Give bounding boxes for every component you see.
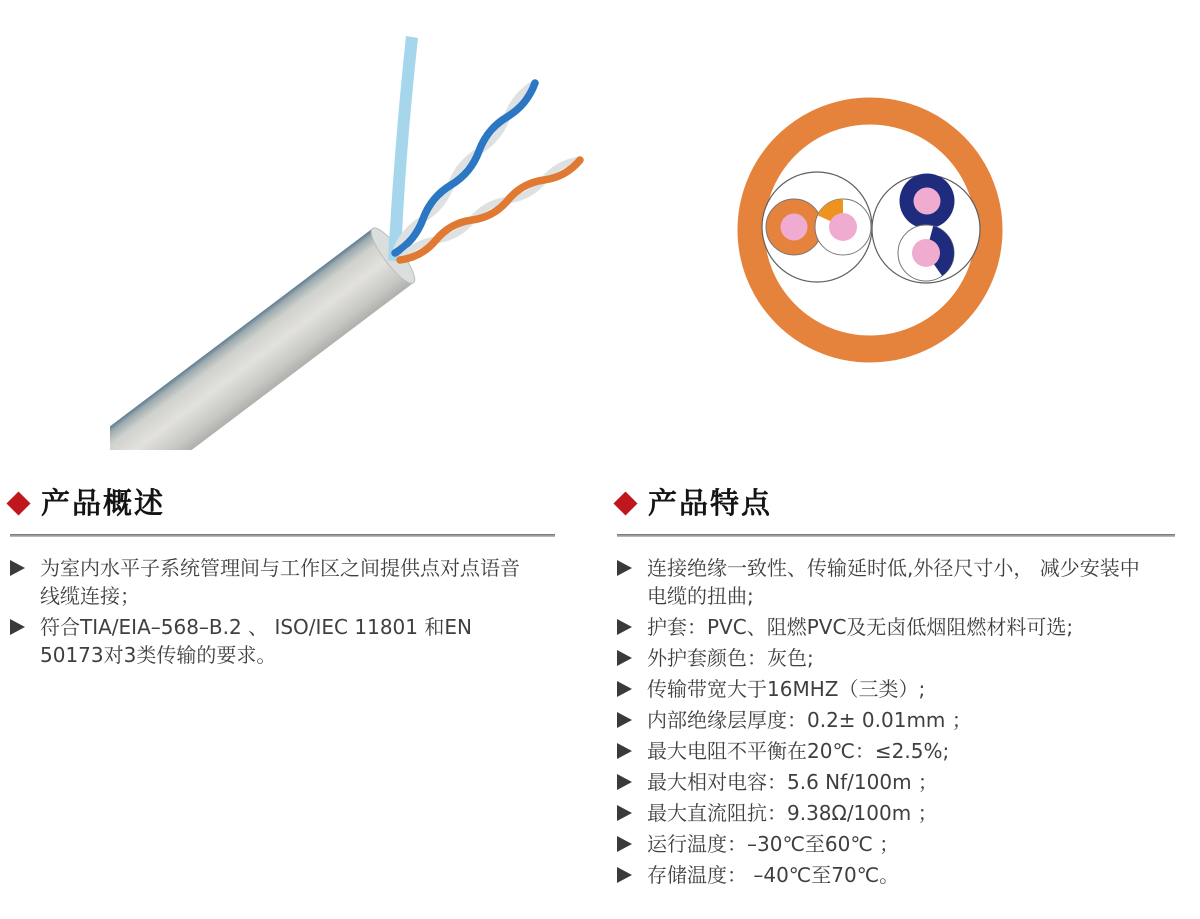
bullet-text: 最大直流阻抗：9.38Ω/100m ；	[647, 801, 938, 825]
triangle-bullet-icon	[617, 619, 632, 635]
bullet-text: 存储温度： –40℃至70℃。	[647, 863, 900, 887]
bullet-item	[617, 768, 1175, 796]
product-features-section	[617, 486, 1175, 892]
triangle-bullet-icon	[617, 560, 632, 576]
bullet-text: 符合TIA/EIA–568–B.2 、 ISO/IEC 11801 和EN 50173对3类传输的要求。	[40, 615, 472, 667]
cable-cross-section-diagram	[720, 80, 1020, 380]
bullet-text: 最大电阻不平衡在20℃：≤2.5%;	[647, 739, 950, 763]
bullet-item	[617, 706, 1175, 734]
overview-bullet-list	[10, 554, 555, 669]
features-bullet-list	[617, 554, 1175, 889]
white-conductor-right-core	[912, 239, 940, 267]
diamond-icon	[613, 491, 637, 515]
cable-cross-section-figure	[720, 80, 1020, 380]
twisted-pair-cable-illustration	[110, 10, 630, 450]
triangle-bullet-icon	[617, 681, 632, 697]
product-overview-section	[10, 486, 555, 672]
section-divider	[10, 534, 555, 537]
triangle-bullet-icon	[617, 805, 632, 821]
bullet-text: 护套：PVC、阻燃PVC及无卤低烟阻燃材料可选;	[647, 615, 1074, 639]
bullet-item	[617, 675, 1175, 703]
bullet-text: 最大相对电容：5.6 Nf/100m ；	[647, 770, 938, 794]
diamond-icon	[6, 491, 30, 515]
section-header	[10, 486, 555, 520]
triangle-bullet-icon	[617, 712, 632, 728]
orange-conductor-core	[781, 214, 808, 241]
section-divider	[617, 534, 1175, 537]
triangle-bullet-icon	[10, 619, 25, 635]
triangle-bullet-icon	[617, 743, 632, 759]
triangle-bullet-icon	[617, 836, 632, 852]
bullet-item	[617, 613, 1175, 641]
bullet-text: 传输带宽大于16MHZ（三类）;	[647, 677, 926, 701]
cable-photo-figure	[110, 10, 630, 450]
bullet-item	[617, 737, 1175, 765]
bullet-item	[617, 861, 1175, 889]
bullet-text: 外护套颜色：灰色;	[647, 646, 814, 670]
bullet-item	[617, 644, 1175, 672]
cable-jacket	[110, 223, 421, 450]
bullet-text: 为室内水平子系统管理间与工作区之间提供点对点语音线缆连接；	[40, 556, 520, 608]
bullet-item	[617, 799, 1175, 827]
triangle-bullet-icon	[10, 560, 25, 576]
white-conductor-left-core	[829, 213, 857, 241]
bullet-text: 运行温度：–30℃至60℃ ；	[647, 832, 900, 856]
triangle-bullet-icon	[617, 867, 632, 883]
triangle-bullet-icon	[617, 650, 632, 666]
bullet-item	[10, 554, 555, 610]
bullet-item	[617, 830, 1175, 858]
section-header	[617, 486, 1175, 520]
navy-conductor-core	[914, 188, 941, 215]
section-title: 产品特点	[648, 486, 773, 520]
bullet-text: 内部绝缘层厚度：0.2± 0.01mm ；	[647, 708, 972, 732]
bullet-item	[617, 554, 1175, 610]
bullet-item	[10, 613, 555, 669]
bullet-text: 连接绝缘一致性、传输延时低,外径尺寸小， 减少安装中电缆的扭曲;	[647, 556, 1140, 608]
triangle-bullet-icon	[617, 774, 632, 790]
section-title: 产品概述	[41, 486, 166, 520]
